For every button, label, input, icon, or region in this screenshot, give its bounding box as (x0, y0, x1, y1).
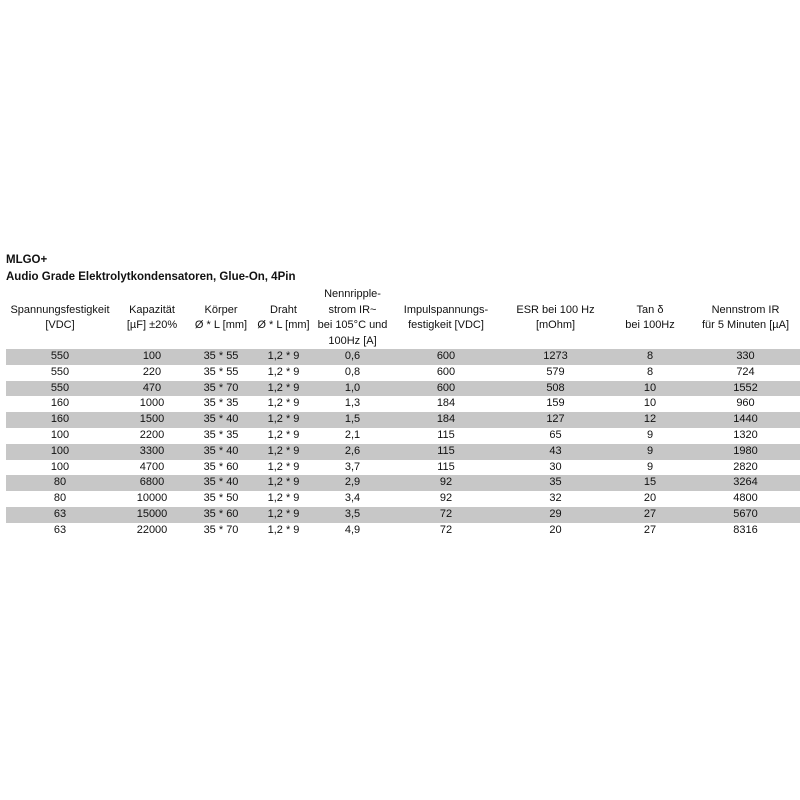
cell-koerper: 35 * 55 (190, 349, 252, 365)
table-row (6, 507, 800, 523)
cell-spannungsfestigkeit: 550 (6, 349, 114, 365)
table-row (6, 349, 800, 365)
cell-esr: 159 (546, 397, 565, 410)
cell-draht: 1,2 * 9 (252, 444, 315, 460)
cell-draht: 1,2 * 9 (252, 475, 315, 491)
cell-impulsspannungsfestigkeit: 115 (437, 428, 455, 441)
cell-spannungsfestigkeit: 63 (6, 507, 114, 523)
cell-koerper: 35 * 35 (203, 397, 239, 410)
cell-tan-delta: 8 (646, 365, 654, 378)
cell-impulsspannungsfestigkeit: 72 (439, 523, 453, 536)
cell-nennstrom: 1440 (691, 412, 800, 428)
table-row (6, 365, 800, 381)
cell-nennripplestrom: 4,9 (344, 523, 361, 536)
cell-tan-delta: 12 (609, 412, 691, 428)
cell-kapazitaet: 100 (114, 349, 190, 365)
cell-draht: 1,2 * 9 (252, 381, 315, 397)
cell-nennstrom: 330 (691, 349, 800, 365)
cell-nennripplestrom: 3,5 (315, 507, 390, 523)
cell-nennstrom: 8316 (733, 523, 758, 536)
cell-nennripplestrom: 3,4 (344, 492, 361, 505)
product-subtitle: Audio Grade Elektrolytkondensatoren, Glue-On, 4Pin (6, 271, 296, 283)
cell-impulsspannungsfestigkeit: 600 (390, 381, 502, 397)
product-title: MLGO+ (6, 254, 48, 266)
cell-tan-delta: 27 (643, 523, 657, 536)
cell-nennstrom: 3264 (691, 475, 800, 491)
table-row (6, 381, 800, 397)
cell-esr: 579 (546, 365, 565, 378)
cell-kapazitaet: 4700 (139, 460, 165, 473)
cell-kapazitaet: 470 (114, 381, 190, 397)
cell-spannungsfestigkeit: 63 (53, 523, 67, 536)
cell-koerper: 35 * 60 (190, 507, 252, 523)
column-header-koerper: Körper Ø * L [mm] (194, 303, 248, 331)
cell-esr: 127 (502, 412, 609, 428)
cell-nennstrom: 4800 (733, 492, 758, 505)
cell-koerper: 35 * 40 (190, 475, 252, 491)
cell-nennripplestrom: 3,7 (344, 460, 361, 473)
cell-nennripplestrom: 0,8 (344, 365, 361, 378)
cell-draht: 1,2 * 9 (267, 428, 300, 441)
cell-esr: 1273 (502, 349, 609, 365)
cell-nennstrom: 1980 (691, 444, 800, 460)
column-header-tan-delta: Tan δ bei 100Hz (625, 303, 675, 331)
table-row (6, 460, 800, 476)
cell-spannungsfestigkeit: 100 (50, 460, 70, 473)
cell-kapazitaet: 2200 (139, 428, 165, 441)
cell-tan-delta: 10 (609, 381, 691, 397)
cell-nennstrom: 5670 (691, 507, 800, 523)
column-header-impulsspannungsfestigkeit: Impulspannungs- festigkeit [VDC] (403, 303, 489, 331)
cell-impulsspannungsfestigkeit: 184 (436, 397, 456, 410)
cell-esr: 35 (502, 475, 609, 491)
cell-impulsspannungsfestigkeit: 600 (436, 365, 456, 378)
table-row (6, 444, 800, 460)
cell-impulsspannungsfestigkeit: 115 (437, 460, 455, 473)
cell-spannungsfestigkeit: 550 (6, 381, 114, 397)
cell-draht: 1,2 * 9 (267, 397, 300, 410)
cell-tan-delta: 9 (609, 444, 691, 460)
cell-nennripplestrom: 1,5 (315, 412, 390, 428)
cell-esr: 43 (502, 444, 609, 460)
cell-tan-delta: 9 (646, 460, 654, 473)
cell-spannungsfestigkeit: 550 (50, 365, 70, 378)
cell-koerper: 35 * 70 (190, 381, 252, 397)
cell-impulsspannungsfestigkeit: 115 (390, 444, 502, 460)
cell-spannungsfestigkeit: 80 (6, 475, 114, 491)
cell-impulsspannungsfestigkeit: 92 (390, 475, 502, 491)
cell-kapazitaet: 1500 (114, 412, 190, 428)
column-header-nennripplestrom: Nennripple- strom IR~ bei 105°C und 100Hz [A] (317, 288, 388, 347)
cell-tan-delta: 27 (609, 507, 691, 523)
cell-nennstrom: 1320 (733, 428, 758, 441)
cell-koerper: 35 * 60 (203, 460, 239, 473)
cell-nennripplestrom: 2,1 (344, 428, 361, 441)
cell-nennripplestrom: 0,6 (315, 349, 390, 365)
cell-impulsspannungsfestigkeit: 92 (439, 492, 453, 505)
cell-kapazitaet: 15000 (114, 507, 190, 523)
table-row (6, 491, 800, 507)
table-row (6, 396, 800, 412)
cell-kapazitaet: 1000 (139, 397, 165, 410)
cell-esr: 20 (549, 523, 562, 536)
cell-koerper: 35 * 40 (190, 444, 252, 460)
cell-esr: 29 (502, 507, 609, 523)
cell-koerper: 35 * 70 (203, 523, 239, 536)
column-header-draht: Draht Ø * L [mm] (257, 303, 310, 331)
specification-table (6, 287, 800, 539)
column-header-kapazitaet: Kapazität [µF] ±20% (126, 303, 178, 331)
cell-kapazitaet: 22000 (136, 523, 168, 536)
cell-tan-delta: 8 (609, 349, 691, 365)
cell-spannungsfestigkeit: 100 (6, 444, 114, 460)
cell-draht: 1,2 * 9 (267, 365, 300, 378)
cell-esr: 65 (549, 428, 562, 441)
table-row (6, 412, 800, 428)
cell-tan-delta: 9 (646, 428, 654, 441)
cell-draht: 1,2 * 9 (267, 492, 300, 505)
cell-tan-delta: 15 (609, 475, 691, 491)
table-row (6, 475, 800, 491)
cell-kapazitaet: 6800 (114, 475, 190, 491)
cell-nennstrom: 724 (736, 365, 755, 378)
cell-tan-delta: 20 (643, 492, 657, 505)
table-header-row (6, 287, 800, 349)
cell-impulsspannungsfestigkeit: 600 (390, 349, 502, 365)
column-header-esr: ESR bei 100 Hz [mOhm] (516, 303, 595, 331)
cell-draht: 1,2 * 9 (252, 412, 315, 428)
cell-nennstrom: 2820 (733, 460, 758, 473)
cell-nennstrom: 960 (736, 397, 755, 410)
cell-kapazitaet: 3300 (114, 444, 190, 460)
cell-spannungsfestigkeit: 100 (50, 428, 70, 441)
cell-nennripplestrom: 1,0 (315, 381, 390, 397)
cell-nennripplestrom: 2,9 (315, 475, 390, 491)
cell-spannungsfestigkeit: 160 (6, 412, 114, 428)
table-row (6, 523, 800, 539)
cell-draht: 1,2 * 9 (252, 507, 315, 523)
cell-koerper: 35 * 40 (190, 412, 252, 428)
cell-draht: 1,2 * 9 (267, 523, 300, 536)
cell-draht: 1,2 * 9 (252, 349, 315, 365)
cell-koerper: 35 * 50 (203, 492, 239, 505)
cell-tan-delta: 10 (643, 397, 657, 410)
cell-kapazitaet: 220 (142, 365, 162, 378)
cell-draht: 1,2 * 9 (267, 460, 300, 473)
cell-spannungsfestigkeit: 80 (53, 492, 67, 505)
cell-nennstrom: 1552 (691, 381, 800, 397)
cell-koerper: 35 * 55 (203, 365, 239, 378)
cell-nennripplestrom: 1,3 (344, 397, 361, 410)
cell-esr: 508 (502, 381, 609, 397)
cell-esr: 30 (549, 460, 562, 473)
table-row (6, 428, 800, 444)
cell-esr: 32 (549, 492, 562, 505)
cell-spannungsfestigkeit: 160 (50, 397, 70, 410)
cell-kapazitaet: 10000 (136, 492, 168, 505)
cell-impulsspannungsfestigkeit: 184 (390, 412, 502, 428)
cell-koerper: 35 * 35 (203, 428, 239, 441)
column-header-nennstrom: Nennstrom IR für 5 Minuten [µA] (701, 303, 790, 331)
column-header-spannungsfestigkeit: Spannungsfestigkeit [VDC] (10, 303, 110, 331)
cell-nennripplestrom: 2,6 (315, 444, 390, 460)
table-body (6, 349, 800, 539)
cell-impulsspannungsfestigkeit: 72 (390, 507, 502, 523)
